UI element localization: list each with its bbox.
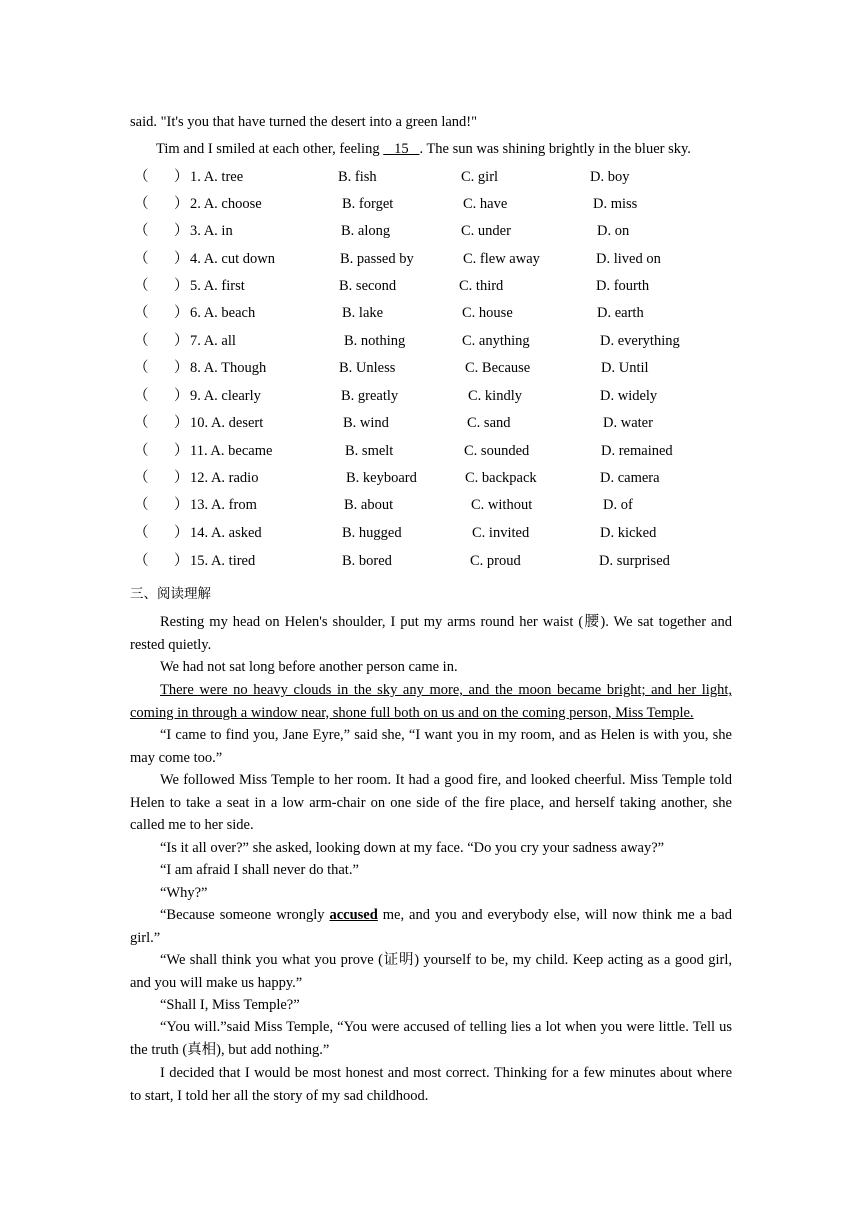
answer-bracket-open: （ bbox=[134, 415, 149, 431]
option-b: B. about bbox=[344, 497, 394, 513]
reading-paragraph: Resting my head on Helen's shoulder, I put my arms round her waist (腰). We sat together and rested quietly. bbox=[130, 614, 732, 653]
text-after-blank: . The sun was shining brightly in the bluer sky. bbox=[419, 141, 691, 157]
option-c: C. flew away bbox=[463, 251, 540, 267]
option-d: D. kicked bbox=[600, 525, 657, 541]
option-a: 3. A. in bbox=[190, 223, 233, 239]
option-c: C. under bbox=[461, 223, 511, 239]
answer-bracket-close: ） bbox=[174, 553, 189, 569]
option-b: B. Unless bbox=[339, 360, 396, 376]
reading-paragraph bbox=[130, 904, 732, 949]
option-d: D. fourth bbox=[596, 278, 650, 294]
reading-paragraph: “Shall I, Miss Temple?” bbox=[160, 997, 300, 1013]
option-row bbox=[134, 332, 734, 350]
option-c: C. sand bbox=[467, 415, 511, 431]
option-d: D. Until bbox=[601, 360, 649, 376]
option-row bbox=[134, 277, 734, 295]
option-c: C. sounded bbox=[464, 443, 530, 459]
option-row bbox=[134, 222, 734, 240]
option-d: D. widely bbox=[600, 388, 658, 404]
option-d: D. everything bbox=[600, 333, 680, 349]
option-c: C. kindly bbox=[468, 388, 522, 404]
option-c: C. anything bbox=[462, 333, 530, 349]
option-d: D. boy bbox=[590, 169, 630, 185]
option-d: D. water bbox=[603, 415, 653, 431]
answer-bracket-open: （ bbox=[134, 360, 149, 376]
option-d: D. lived on bbox=[596, 251, 661, 267]
option-a: 4. A. cut down bbox=[190, 251, 275, 267]
option-b: B. fish bbox=[338, 169, 377, 185]
answer-bracket-open: （ bbox=[134, 169, 149, 185]
option-b: B. nothing bbox=[344, 333, 406, 349]
text-segment: “Because someone wrongly bbox=[160, 907, 330, 923]
option-row bbox=[134, 168, 734, 186]
option-d: D. miss bbox=[593, 196, 638, 212]
option-b: B. second bbox=[339, 278, 397, 294]
option-c: C. invited bbox=[472, 525, 530, 541]
answer-bracket-open: （ bbox=[134, 443, 149, 459]
option-b: B. hugged bbox=[342, 525, 402, 541]
reading-paragraph: “You will.”said Miss Temple, “You were accused of telling lies a lot when you were little. Tell us the truth (真相), but add nothing.” bbox=[130, 1019, 732, 1058]
option-c: C. third bbox=[459, 278, 504, 294]
option-a: 2. A. choose bbox=[190, 196, 262, 212]
option-b: B. lake bbox=[342, 305, 384, 321]
answer-bracket-close: ） bbox=[174, 443, 189, 459]
option-b: B. passed by bbox=[340, 251, 414, 267]
option-row bbox=[134, 414, 734, 432]
option-d: D. remained bbox=[601, 443, 673, 459]
reading-paragraph: “Is it all over?” she asked, looking down at my face. “Do you cry your sadness away?” bbox=[160, 840, 665, 856]
answer-bracket-open: （ bbox=[134, 553, 149, 569]
option-a: 6. A. beach bbox=[190, 305, 256, 321]
answer-bracket-close: ） bbox=[174, 415, 189, 431]
option-c: C. Because bbox=[465, 360, 531, 376]
answer-bracket-open: （ bbox=[134, 388, 149, 404]
option-c: C. house bbox=[462, 305, 513, 321]
reading-paragraph: “I came to find you, Jane Eyre,” said she, “I want you in my room, and as Helen is with you, she may come too.” bbox=[130, 727, 732, 766]
option-a: 14. A. asked bbox=[190, 525, 262, 541]
reading-paragraph: “I am afraid I shall never do that.” bbox=[160, 862, 359, 878]
option-row bbox=[134, 250, 734, 268]
option-c: C. without bbox=[471, 497, 533, 513]
answer-bracket-close: ） bbox=[174, 305, 189, 321]
option-b: B. along bbox=[341, 223, 391, 239]
option-d: D. camera bbox=[600, 470, 660, 486]
option-row bbox=[134, 387, 734, 405]
option-d: D. earth bbox=[597, 305, 644, 321]
answer-bracket-open: （ bbox=[134, 333, 149, 349]
option-a: 1. A. tree bbox=[190, 169, 244, 185]
option-a: 8. A. Though bbox=[190, 360, 267, 376]
answer-bracket-close: ） bbox=[174, 497, 189, 513]
option-a: 5. A. first bbox=[190, 278, 245, 294]
answer-bracket-close: ） bbox=[174, 525, 189, 541]
option-a: 10. A. desert bbox=[190, 415, 264, 431]
option-b: B. smelt bbox=[345, 443, 394, 459]
option-d: D. surprised bbox=[599, 553, 670, 569]
answer-bracket-open: （ bbox=[134, 223, 149, 239]
answer-bracket-open: （ bbox=[134, 196, 149, 212]
answer-bracket-close: ） bbox=[174, 223, 189, 239]
option-c: C. backpack bbox=[465, 470, 537, 486]
passage-line-blank bbox=[156, 140, 691, 158]
text-segment: me, and you and everybody else, will now think me a bad girl.” bbox=[130, 907, 732, 946]
answer-bracket-open: （ bbox=[134, 305, 149, 321]
reading-paragraph: “Why?” bbox=[160, 885, 208, 901]
underlined-sentence: There were no heavy clouds in the sky any more, and the moon became bright; and her light, coming in through a window near, shone full both on us and on the coming person, Miss Temple. bbox=[130, 682, 732, 721]
section-heading: 三、阅读理解 bbox=[130, 586, 211, 602]
option-a: 7. A. all bbox=[190, 333, 236, 349]
option-a: 9. A. clearly bbox=[190, 388, 261, 404]
option-row bbox=[134, 524, 734, 542]
option-c: C. girl bbox=[461, 169, 499, 185]
answer-bracket-close: ） bbox=[174, 251, 189, 267]
option-b: B. bored bbox=[342, 553, 392, 569]
answer-bracket-close: ） bbox=[174, 278, 189, 294]
option-a: 11. A. became bbox=[190, 443, 273, 459]
reading-paragraph: We followed Miss Temple to her room. It had a good fire, and looked cheerful. Miss Temple told Helen to take a seat in a low arm-chair on one side of the fire place, and herself taking another, she called me to her side. bbox=[130, 772, 732, 833]
answer-bracket-open: （ bbox=[134, 278, 149, 294]
answer-bracket-open: （ bbox=[134, 251, 149, 267]
key-word: accused bbox=[329, 907, 378, 923]
option-row bbox=[134, 304, 734, 322]
answer-bracket-close: ） bbox=[174, 470, 189, 486]
option-a: 12. A. radio bbox=[190, 470, 259, 486]
answer-bracket-open: （ bbox=[134, 470, 149, 486]
answer-bracket-close: ） bbox=[174, 169, 189, 185]
option-row bbox=[134, 552, 734, 570]
answer-bracket-close: ） bbox=[174, 196, 189, 212]
answer-bracket-open: （ bbox=[134, 525, 149, 541]
option-row bbox=[134, 442, 734, 460]
answer-bracket-close: ） bbox=[174, 388, 189, 404]
option-d: D. of bbox=[603, 497, 633, 513]
answer-bracket-close: ） bbox=[174, 360, 189, 376]
answer-bracket-open: （ bbox=[134, 497, 149, 513]
option-b: B. forget bbox=[342, 196, 394, 212]
option-d: D. on bbox=[597, 223, 630, 239]
option-row bbox=[134, 496, 734, 514]
reading-paragraph: We had not sat long before another person came in. bbox=[160, 659, 458, 675]
option-row bbox=[134, 359, 734, 377]
option-c: C. have bbox=[463, 196, 508, 212]
option-b: B. keyboard bbox=[346, 470, 417, 486]
answer-bracket-close: ） bbox=[174, 333, 189, 349]
option-a: 15. A. tired bbox=[190, 553, 256, 569]
option-c: C. proud bbox=[470, 553, 521, 569]
option-row bbox=[134, 469, 734, 487]
option-row bbox=[134, 195, 734, 213]
reading-paragraph: I decided that I would be most honest and most correct. Thinking for a few minutes about where to start, I told her all the story of my sad childhood. bbox=[130, 1065, 732, 1104]
passage-line: said. "It's you that have turned the desert into a green land!" bbox=[130, 114, 478, 130]
option-b: B. wind bbox=[343, 415, 389, 431]
blank-15 bbox=[383, 141, 419, 157]
blank-number: 15 bbox=[394, 141, 409, 157]
option-a: 13. A. from bbox=[190, 497, 257, 513]
text-before-blank: Tim and I smiled at each other, feeling bbox=[156, 141, 380, 157]
reading-paragraph-underlined bbox=[130, 679, 732, 724]
option-b: B. greatly bbox=[341, 388, 399, 404]
reading-paragraph: “We shall think you what you prove (证明) yourself to be, my child. Keep acting as a good girl, and you will make us happy.” bbox=[130, 952, 732, 991]
